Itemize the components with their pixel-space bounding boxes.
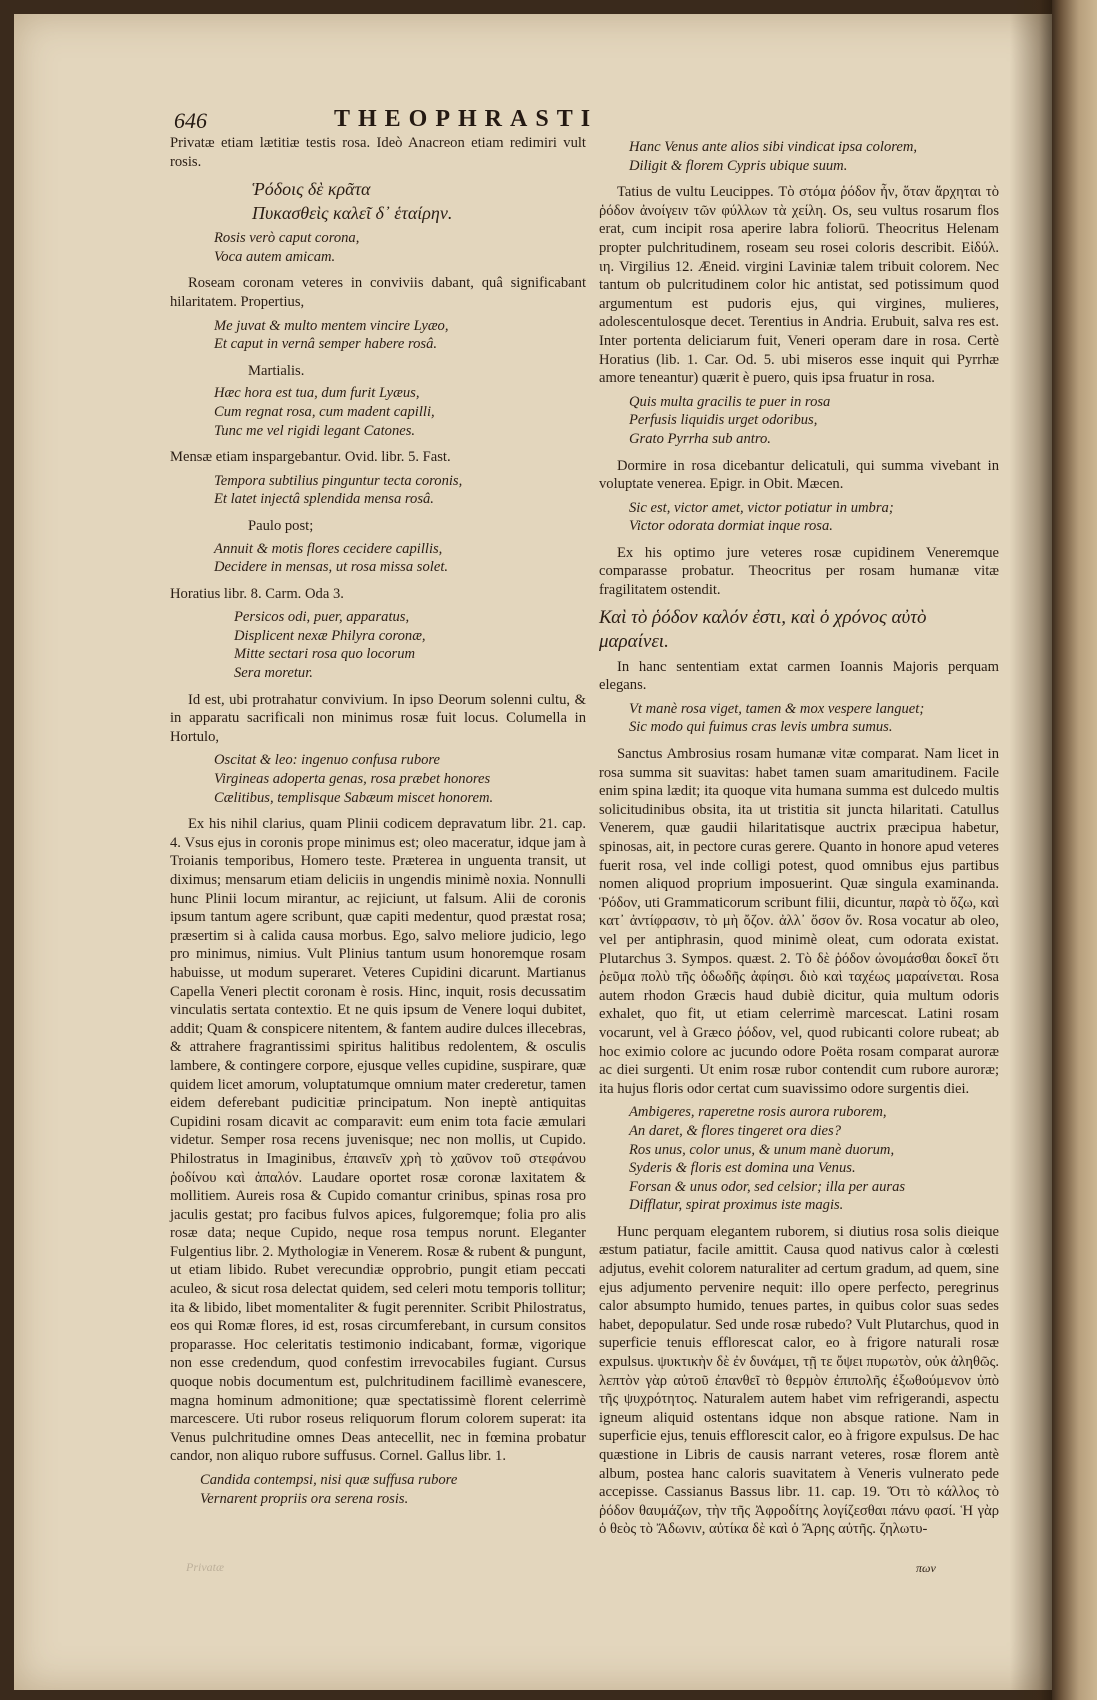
- verse-quotation: [599, 393, 999, 449]
- verse-line: Πυκασθεὶς καλεῖ δ᾽ ἑταίρην.: [252, 203, 453, 224]
- verse-line: Difflatur, spirat proximus iste magis.: [629, 1197, 844, 1214]
- verse-quotation: [599, 499, 999, 536]
- facing-page-edge: [1052, 0, 1097, 1700]
- attribution: Paulo post;: [248, 517, 314, 534]
- verse-line: Syderis & floris est domina una Venus.: [629, 1160, 856, 1177]
- gutter-shadow: [1010, 0, 1058, 1700]
- bleed-through-text: Privatæ: [186, 1560, 224, 1574]
- paragraph: Ex his nihil clarius, quam Plinii codicem depravatum libr. 21. cap. 4. Vsus ejus in coronis prope minimus est; oleo maceratur, idque jam à Troianis temporibus, Homero teste. Præterea in unguenta transit, ut diximus; mensarum etiam deliciis in ungendis minimè noxia. Nonnulli hunc Plinii locum mirantur, ac rejiciunt, ut falsum. Alii de coronis ipsum tantum agere scribunt, quæ capiti medentur, quod præstat rosa; præsertim si à calida causa morbus. Ego, salvo meliore judicio, lego pro minimus, nimius. Vult Plinius tantum usum honoremque rosam habuisse, ut modum superaret. Veteres Cupidini dicarunt. Martianus Capella Veneri plectit coronam è rosis. Hinc, inquit, rosis decussatim vinculatis sertata contextio. Et ne quis ipsum de Venere loqui dubitet, addit; Quam & conspicere nitentem, & fantem audire dulces illecebras, & attrahere fragrantissimi spiritus halitibus redolentem, & osculis lambere, & contingere corpore, ejusque velles cupidine, suspirare, quæ quidem licet amorum, voluptatumque omnium mater crederetur, tamen eidem deferebant pudicitiæ principatum. Non ineptè antiquitas Cupidini rosam dicavit ac comparavit: eum enim tota facie æmulari videtur. Semper rosa recens juvenisque; nec non mollis, ut Cupido. Philostratus in Imaginibus, ἐπαινεῖν χρὴ τὸ χαῦνον τοῦ στεφάνου ῥοδίνου καὶ ἁπαλόν. Laudare oportet rosæ coronæ laxitatem & mollitiem. Aureis rosa & Cupido comantur crinibus, spinas rosa pro jaculis gestat; pro facibus fulvos apices, fulgoremque; folia pro alis rosæ data; neque Cupido, neque rosa tempus norunt. Eleganter Fulgentius libr. 2. Mythologiæ in Venerem. Rosæ & rubent & pungunt, ut etiam libido. Rubet verecundiæ opprobrio, pungit etiam peccati aculeo, & sicut rosa delectat quidem, sed celeri motu temporis tollitur; ita & libido, libet momentaliter & fugit perenniter. Scribit Philostratus, eos qui Romæ flores, id est, rosas circumferebant, in cursum consitos proparasse. Hoc celeritatis testimonio indicabant, formæ, vigorique non esse credendum, quod confestim irrevocabiles fugiant. Cursus quoque nobis documentum est, pulchritudinem facillimè evanescere, magna hominum admonitione; quæ spectatissimè florent celerrimè marcescere. Uti rubor roseus reliquorum florum colorem superat: ita Venus pulchritudine omnes Deas antecellit, nec in fœmina probatur candor, non aliquo rubore suffusus. Cornel. Gallus libr. 1.: [170, 816, 586, 1465]
- left-column: [170, 134, 586, 1516]
- verse-line: Quis multa gracilis te puer in rosa: [629, 393, 831, 410]
- paragraph: In hanc sententiam extat carmen Ioannis Majoris perquam elegans.: [599, 658, 999, 694]
- verse-line: Sic est, victor amet, victor potiatur in umbra;: [629, 499, 894, 516]
- paragraph: Ex his optimo jure veteres rosæ cupidinem Veneremque comparasse probatur. Theocritus per rosam humanæ vitæ fragilitatem ostendit.: [599, 544, 999, 599]
- paragraph: Roseam coronam veteres in conviviis dabant, quâ significabant hilaritatem. Propertius,: [170, 275, 586, 310]
- verse-line: Mitte sectari rosa quo locorum: [234, 646, 416, 663]
- verse-line: Tempora subtilius pinguntur tecta coronis,: [214, 472, 463, 489]
- verse-quotation: [170, 317, 586, 354]
- verse-line: Victor odorata dormiat inque rosa.: [629, 518, 833, 535]
- verse-quotation: [170, 384, 586, 440]
- attribution: Martialis.: [248, 362, 305, 379]
- paragraph: Mensæ etiam inspargebantur. Ovid. libr. 5. Fast.: [170, 449, 451, 466]
- verse-line: Καὶ τὸ ῥόδον καλόν ἐστι, καὶ ὁ χρόνος αὐτὸ μαραίνει.: [599, 606, 927, 652]
- verse-line: Et latet injectâ splendida mensa rosâ.: [214, 491, 434, 508]
- verse-line: Tunc me vel rigidi legant Catones.: [214, 422, 416, 439]
- verse-line: Hæc hora est tua, dum furit Lyæus,: [214, 385, 420, 402]
- paragraph: Id est, ubi protrahatur convivium. In ipso Deorum solenni cultu, & in apparatu sacrificali non minimus rosæ fuit locus. Columella in Hortulo,: [170, 691, 586, 745]
- verse-line: Me juvat & multo mentem vincire Lyæo,: [214, 317, 449, 334]
- verse-line: Voca autem amicam.: [214, 248, 336, 265]
- verse-quotation: [170, 608, 586, 682]
- verse-line: Ros unus, color unus, & unum manè duorum,: [629, 1141, 895, 1158]
- verse-line: Cælitibus, templisque Sabæum miscet honorem.: [214, 789, 494, 806]
- verse-quotation: [170, 229, 586, 266]
- greek-quotation: [599, 606, 999, 654]
- verse-quotation: [599, 138, 999, 175]
- page-646: [14, 14, 1054, 1690]
- paragraph: Tatius de vultu Leucippes. Τὸ στόμα ῥόδον ἦν, ὅταν ἄρχηται τὸ ῥόδον ἀνοίγειν τῶν φύλλων τὰ χείλη. Os, seu vultus rosarum flos erat, cum incipit rosa aperire labra foliorū. Theocritus Helenam propter pulchritudinem, roseam seu rosei coloris describit. Εἰδύλ. ιη. Virgilius 12. Æneid. virgini Laviniæ talem tribuit colorem. Nec tantum ob pulcritudinem color hic antistat, sed potissimum quod argumentum est pudoris ejus, qui virgines, mulieres, adolescentulosque decet. Terentius in Andria. Erubuit, salva res est. Inter portenta deliciarum fuit, Veneri operam dare in rosa. Certè Horatius (lib. 1. Car. Od. 5. ubi miseros esse inquit qui Pyrrhæ amore teneantur) quærit è puero, quis ipsa fruatur in rosa.: [599, 184, 999, 387]
- verse-quotation: [170, 751, 586, 807]
- verse-line: Diligit & florem Cypris ubique suum.: [629, 157, 848, 174]
- verse-line: Grato Pyrrha sub antro.: [629, 430, 771, 447]
- verse-line: Vernarent propriis ora serena rosis.: [200, 1490, 409, 1507]
- verse-quotation: [170, 1471, 586, 1508]
- verse-line: Persicos odi, puer, apparatus,: [234, 609, 410, 626]
- verse-line: Perfusis liquidis urget odoribus,: [629, 412, 818, 429]
- verse-line: Sera moretur.: [234, 665, 313, 682]
- verse-line: Decidere in mensas, ut rosa missa solet.: [214, 559, 449, 576]
- verse-line: Hanc Venus ante alios sibi vindicat ipsa colorem,: [629, 139, 918, 155]
- verse-line: Et caput in vernâ semper habere rosâ.: [214, 336, 438, 353]
- verse-line: Cum regnat rosa, cum madent capilli,: [214, 403, 435, 420]
- paragraph: Privatæ etiam lætitiæ testis rosa. Ideò Anacreon etiam redimiri vult rosis.: [170, 135, 586, 170]
- page-number: 646: [174, 108, 207, 133]
- verse-quotation: [599, 700, 999, 737]
- greek-quotation: [170, 177, 586, 225]
- verse-line: Sic modo qui fuimus cras levis umbra sumus.: [629, 719, 893, 736]
- verse-line: Annuit & motis flores cecidere capillis,: [214, 540, 443, 557]
- verse-line: An daret, & flores tingeret ora dies?: [629, 1122, 841, 1139]
- verse-quotation: [170, 472, 586, 509]
- verse-line: Ῥόδοις δὲ κρᾶτα: [252, 179, 371, 200]
- verse-line: Candida contempsi, nisi quæ suffusa rubore: [200, 1472, 458, 1488]
- verse-line: Vt manè rosa viget, tamen & mox vespere languet;: [629, 700, 925, 717]
- running-head: THEOPHRASTI: [334, 106, 599, 132]
- verse-line: Displicent nexæ Philyra coronæ,: [234, 627, 426, 644]
- right-column: [599, 134, 999, 1544]
- verse-line: Virgineas adoperta genas, rosa præbet honores: [214, 771, 491, 788]
- paragraph: Horatius libr. 8. Carm. Oda 3.: [170, 585, 344, 602]
- verse-line: Oscitat & leo: ingenuo confusa rubore: [214, 752, 441, 769]
- verse-line: Ambigeres, raperetne rosis aurora ruborem,: [629, 1104, 887, 1121]
- verse-line: Forsan & unus odor, sed celsior; illa per auras: [629, 1178, 906, 1195]
- paragraph: Dormire in rosa dicebantur delicatuli, qui summa vivebant in voluptate venerea. Epigr. in Obit. Mæcen.: [599, 457, 999, 493]
- paragraph: Sanctus Ambrosius rosam humanæ vitæ comparat. Nam licet in rosa summa sit suavitas: habet tamen suam amaritudinem. Facile enim spina lædit; ita quoque vita humana summa est dulcedo multis solicitudinibus obsita, ita ut tristitia sit juncta hilaritati. Catullus Venerem, quæ gaudii hilaritatisque auctrix præcipua habetur, spinosas, ait, in pectore curas gerere. Quanto in honore apud veteres fuerit rosa, vel inde colligi potest, quod omnibus ejus partibus nomen aliquod proprium imposuerint. Quæ singula examinanda. Ῥόδον, uti Grammaticorum scribunt filii, dicuntur, παρὰ τὸ ὄζω, καὶ κατ᾽ ἀντίφρασιν, τὸ μὴ ὄζον. ἀλλ᾽ ὅσον ὄν. Rosa vocatur ab oleo, vel per antiphrasin, quod minimè oleat, cum odorata existat. Plutarchus 3. Sympos. quæst. 2. Τὸ δὲ ῥόδον ὠνομάσθαι δοκεῖ ὅτι ῥεῦμα πολὺ τῆς ὀδωδῆς ἀφίησι. διὸ καὶ ταχέως μαραίνεται. Rosa autem rhodon Græcis haud dubiè dicitur, quia multum odoris exhalet, quo fit, ut etiam celerrimè marcescat. Latini rosam vocarunt, vel à Græco ῥόδον, vel, quod rubicanti colore rubeat; ab hoc eximio colore ac jucundo odore Poëta rosam comparat auroræ ac diei surgenti. Ut enim rosæ rubor contendit cum rubore auroræ; ita hujus floris odor certat cum suavissimo odore surgentis diei.: [599, 746, 999, 1097]
- verse-line: Rosis verò caput corona,: [214, 230, 360, 247]
- verse-quotation: [599, 1103, 999, 1215]
- catchword: πων: [916, 1561, 936, 1575]
- verse-quotation: [170, 540, 586, 577]
- paragraph: Hunc perquam elegantem ruborem, si diutius rosa solis dieique æstum patiatur, facile amittit. Causa quod nativus calor à cœlesti adjutus, evehit colorem naturaliter ad certum gradum, ad quem, sine ejus adjumento pervenire nequit: illo opere perfecto, peregrinus calor absumpto humido, tenues partes, in quibus color suas sedes habet, depopulatur. Sed unde rosæ rubedo? Vult Plutarchus, quod in superficie tenuis efflorescat calor, eo à frigore naturali rosæ expulsus. ψυκτικὴν δὲ ἐν δυνάμει, τῇ τε ὄψει πυρωτὸν, οὐκ ἀληθῶς. λεπτὸν γὰρ αὐτοῦ ἐπανθεῖ τὸ θερμὸν ἐπιπολῆς ἐξωθούμενον ὑπὸ τῆς ψυχρότητος. Naturalem autem habet vim refrigerandi, aspectu igneum aliquid ostentans idque non absque ratione. Nam in superficie ejus, tenuis efflorescit calor, eo à frigore expulsus. De hac quæstione in Libris de causis narrant veteres, rosæ florem antè album, postea hanc caloris suavitatem à Veneris vulnerato pede accepisse. Cassianus Bassus libr. 11. cap. 19. Ὅτι τὸ κάλλος τὸ ῥόδον θαυμάζων, τὴν τῆς Ἀφροδίτης λογίζεσθαι πάνυ φασί. Ἡ γὰρ ὁ θεὸς τὸ Ἄδωνιν, αὐτίκα δὲ καὶ ὁ Ἄρης αὐτῆς. ζηλωτυ-: [599, 1223, 999, 1538]
